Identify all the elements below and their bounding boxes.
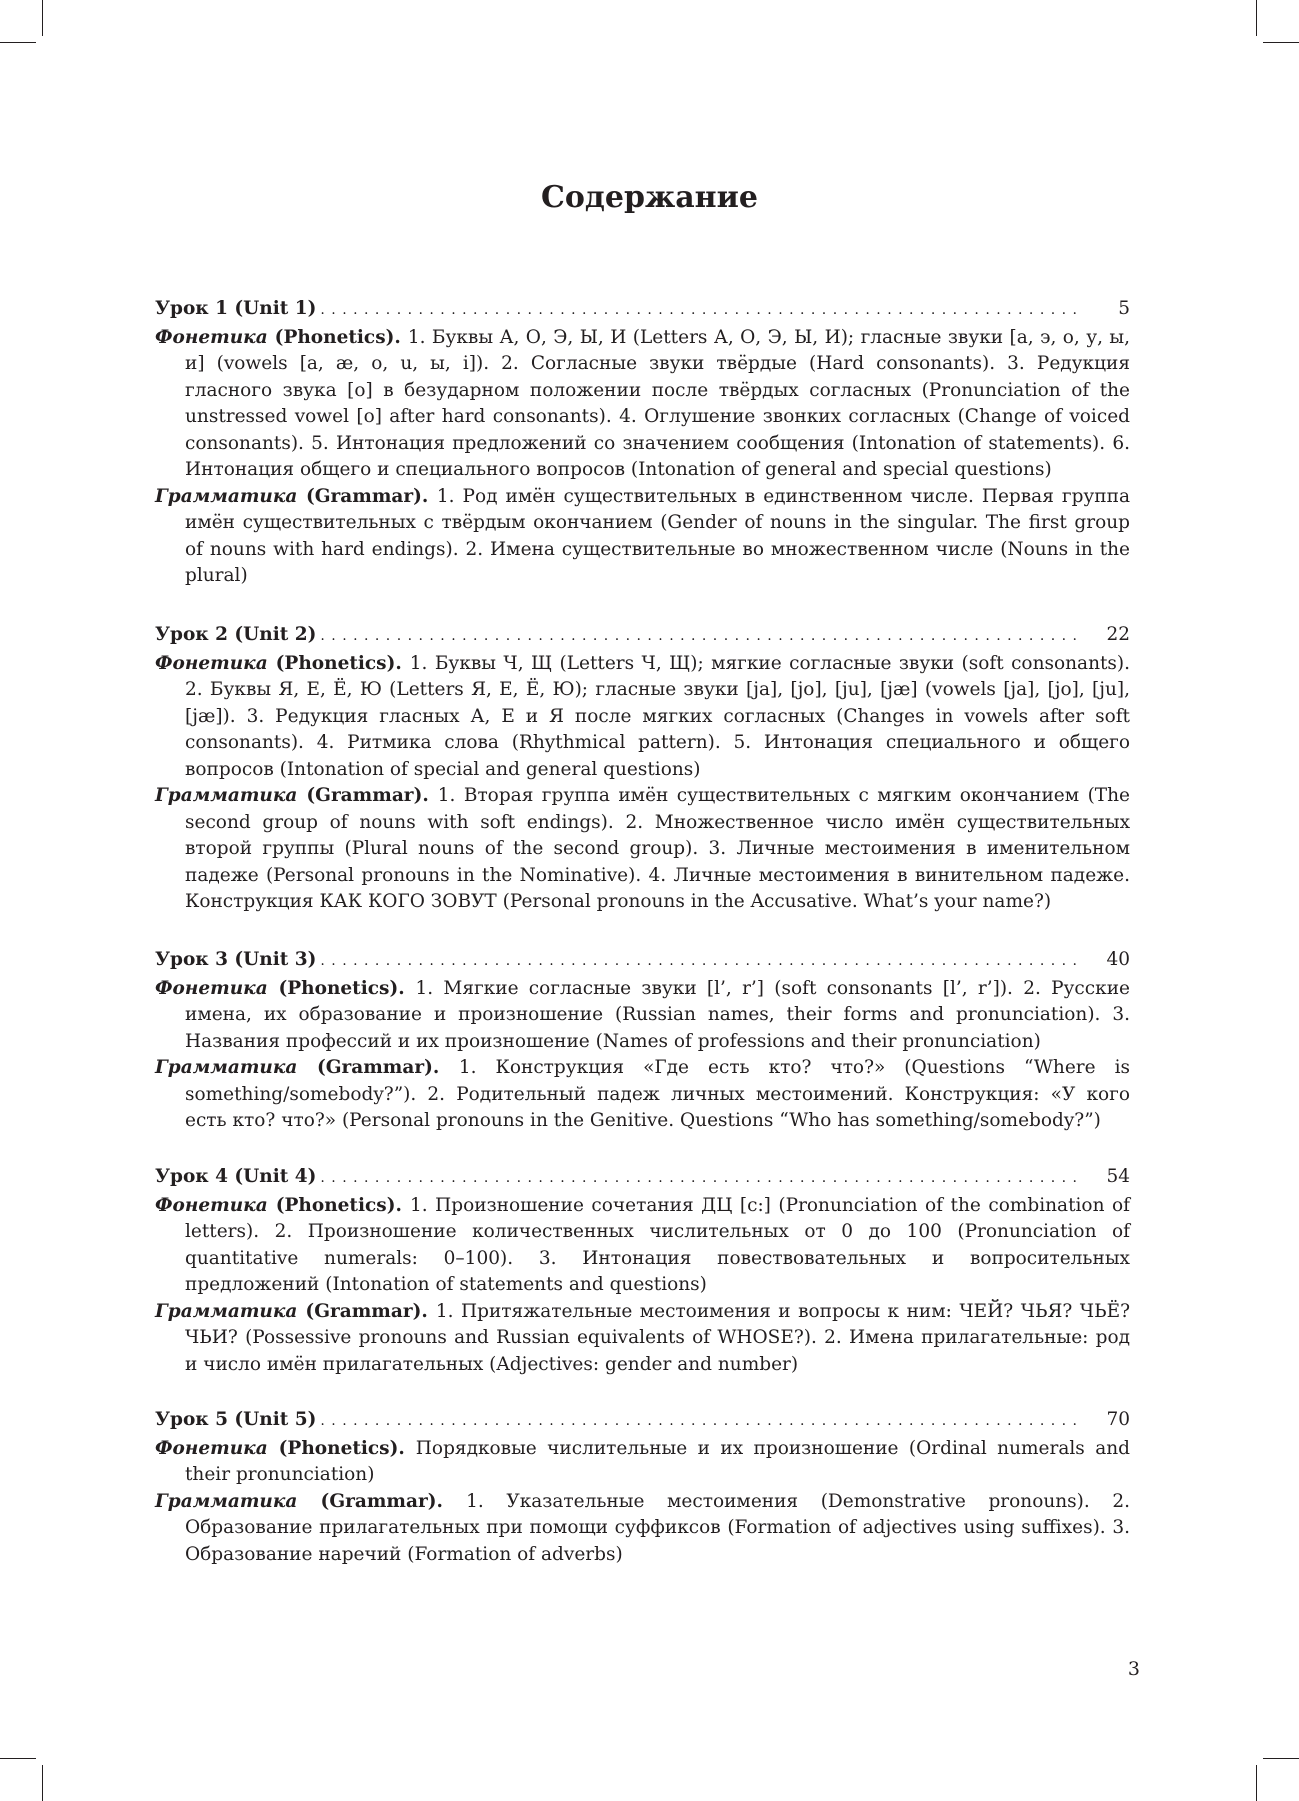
page-title: Содержание — [541, 180, 758, 215]
section-label: Грамматика (Grammar). — [155, 485, 437, 507]
crop-mark — [0, 42, 36, 43]
section-text: 1. Мягкие согласные звуки [l’, r’] (soft consonants [l’, r’]). 2. Русские имена, их образование и произношение (Russian names, their forms and pronunciation). 3. Названия профессий и их произношение (Names of professions and their pronunciation) — [185, 977, 1130, 1052]
crop-mark — [1263, 1758, 1299, 1759]
section-label-ru: Фонетика — [155, 977, 268, 999]
dot-leader — [320, 623, 1079, 650]
phonetics-section — [155, 325, 1130, 484]
section-label-ru: Грамматика — [155, 1300, 298, 1322]
crop-mark — [42, 1765, 43, 1801]
section-label-ru: Фонетика — [155, 652, 268, 674]
section-label-ru: Фонетика — [155, 1437, 268, 1459]
grammar-section — [155, 1299, 1130, 1379]
section-label-en: Phonetics — [283, 326, 386, 348]
crop-mark — [1256, 1765, 1257, 1801]
toc-unit — [155, 1164, 1130, 1378]
section-label: Фонетика (Phonetics). — [155, 1194, 410, 1216]
section-label-en: Phonetics — [284, 652, 387, 674]
unit-title: Урок 4 (Unit 4) — [155, 1166, 317, 1187]
toc-entry-heading[interactable] — [155, 622, 1130, 650]
phonetics-section — [155, 651, 1130, 784]
section-label: Грамматика (Grammar). — [155, 785, 438, 806]
section-text: 1. Произношение сочетания ДЦ [c:] (Pronunciation of the combination of letters). 2. Произношение количественных числительных от 0 до 100 (Pronunciation of quantitative numerals: 0–100). 3. Интонация повествовательных и вопросительных предложений (Intonation of statements and questions) — [185, 1194, 1130, 1295]
crop-mark — [1256, 0, 1257, 36]
dot-leader — [320, 297, 1079, 324]
unit-page-number: 22 — [1106, 624, 1130, 645]
dot-leader — [320, 1408, 1079, 1435]
section-label-en: Grammar — [329, 1490, 428, 1512]
crop-mark — [0, 1758, 36, 1759]
grammar-section — [155, 484, 1130, 590]
unit-title: Урок 1 (Unit 1) — [155, 298, 317, 319]
section-text: 1. Конструкция «Где есть кто? что?» (Questions “Where is something/somebody?”). 2. Родительный падеж личных местоимений. Конструкция: «У кого есть кто? что?» (Personal pronouns in the Genitive. Questions “Who has something/somebody?”) — [185, 1057, 1130, 1131]
section-label: Грамматика (Grammar). — [155, 1490, 467, 1512]
crop-mark — [42, 0, 43, 36]
section-label-en: Phonetics — [287, 1437, 390, 1459]
section-text: Порядковые числительные и их произношение (Ordinal numerals and their pronunciation) — [185, 1437, 1130, 1485]
section-label-en: Phonetics — [284, 1194, 387, 1216]
section-label-ru: Грамматика — [155, 1057, 298, 1078]
section-text: 1. Род имён существительных в единственном числе. Первая группа имён существительных с твёрдым окончанием (Gender of nouns in the singular. The first group of nouns with hard endings). 2. Имена существительные во множественном числе (Nouns in the plural) — [185, 485, 1130, 586]
toc-entry-heading[interactable] — [155, 1407, 1130, 1435]
section-label-ru: Фонетика — [155, 1194, 268, 1216]
unit-title: Урок 3 (Unit 3) — [155, 949, 317, 970]
toc-unit — [155, 1407, 1130, 1568]
unit-page-number: 70 — [1106, 1409, 1130, 1430]
section-label: Грамматика (Grammar). — [155, 1057, 459, 1078]
toc-entry-heading[interactable] — [155, 296, 1130, 324]
phonetics-section — [155, 976, 1130, 1056]
unit-title: Урок 5 (Unit 5) — [155, 1409, 317, 1430]
section-label: Фонетика (Phonetics). — [155, 652, 410, 674]
phonetics-section — [155, 1193, 1130, 1299]
toc-entry-heading[interactable] — [155, 947, 1130, 975]
section-label: Фонетика (Phonetics). — [155, 326, 408, 348]
section-label-en: Grammar — [314, 1300, 413, 1322]
grammar-section — [155, 783, 1130, 916]
dot-leader — [320, 1165, 1079, 1192]
grammar-section — [155, 1055, 1130, 1135]
section-label-ru: Грамматика — [155, 485, 298, 507]
section-text: 1. Буквы А, О, Э, Ы, И (Letters А, О, Э, Ы, И); гласные звуки [а, э, о, у, ы, и] (vowels [a, æ, o, u, ы, i]). 2. Согласные звуки твёрдые (Hard consonants). 3. Редукция гласного звука [о] в безударном положении после твёрдых согласных (Pronunciation of the unstressed vowel [o] after hard consonants). 4. Оглушение звонких согласных (Change of voiced consonants). 5. Интонация предложений со значением сообщения (Intonation of statements). 6. Интонация общего и специального вопросов (Intonation of general and special questions) — [185, 326, 1130, 480]
toc-unit — [155, 296, 1130, 590]
crop-mark — [1263, 42, 1299, 43]
section-text: 1. Притяжательные местоимения и вопросы к ним: ЧЕЙ? ЧЬЯ? ЧЬЁ? ЧЬИ? (Possessive pronouns and Russian equivalents of WHOSE?). 2. Имена прилагательные: род и число имён прилагательных (Adjectives: gender and number) — [185, 1300, 1130, 1375]
section-label-en: Grammar — [315, 785, 414, 806]
unit-page-number: 54 — [1106, 1166, 1130, 1187]
section-text: 1. Буквы Ч, Щ (Letters Ч, Щ); мягкие согласные звуки (soft consonants). 2. Буквы Я, Е, Ё, Ю (Letters Я, Е, Ё, Ю); гласные звуки [ja], [jo], [ju], [jæ] (vowels [ja], [jo], [ju], [jæ]). 3. Редукция гласных А, Е и Я после мягких согласных (Changes in vowels after soft consonants). 4. Ритмика слова (Rhythmical pattern). 5. Интонация специального и общего вопросов (Intonation of special and general questions) — [185, 652, 1131, 780]
section-text: 1. Указательные местоимения (Demonstrative pronouns). 2. Образование прилагательных при помощи суффиксов (Formation of adjectives using suffixes). 3. Образование наречий (Formation of adverbs) — [185, 1490, 1130, 1565]
section-label-ru: Грамматика — [155, 785, 298, 806]
section-label-ru: Фонетика — [155, 326, 268, 348]
page-number: 3 — [1127, 1658, 1140, 1680]
toc-unit — [155, 622, 1130, 916]
toc-unit — [155, 947, 1130, 1135]
unit-title: Урок 2 (Unit 2) — [155, 624, 317, 645]
dot-leader — [320, 948, 1079, 975]
section-label: Грамматика (Grammar). — [155, 1300, 436, 1322]
unit-page-number: 5 — [1118, 298, 1130, 319]
toc-entry-heading[interactable] — [155, 1164, 1130, 1192]
section-label: Фонетика (Phonetics). — [155, 1437, 416, 1459]
phonetics-section — [155, 1436, 1130, 1489]
section-label-en: Phonetics — [287, 977, 390, 999]
section-text: 1. Вторая группа имён существительных с мягким окончанием (The second group of nouns with soft endings). 2. Множественное число имён существительных второй группы (Plural nouns of the second group). 3. Личные местоимения в именительном падеже (Personal pronouns in the Nominative). 4. Личные местоимения в винительном падеже. Конструкция КАК КОГО ЗОВУТ (Personal pronouns in the Accusative. What’s your name?) — [185, 785, 1130, 912]
grammar-section — [155, 1489, 1130, 1569]
section-label-en: Grammar — [325, 1057, 425, 1078]
section-label: Фонетика (Phonetics). — [155, 977, 416, 999]
section-label-ru: Грамматика — [155, 1490, 298, 1512]
section-label-en: Grammar — [314, 485, 414, 507]
unit-page-number: 40 — [1106, 949, 1130, 970]
